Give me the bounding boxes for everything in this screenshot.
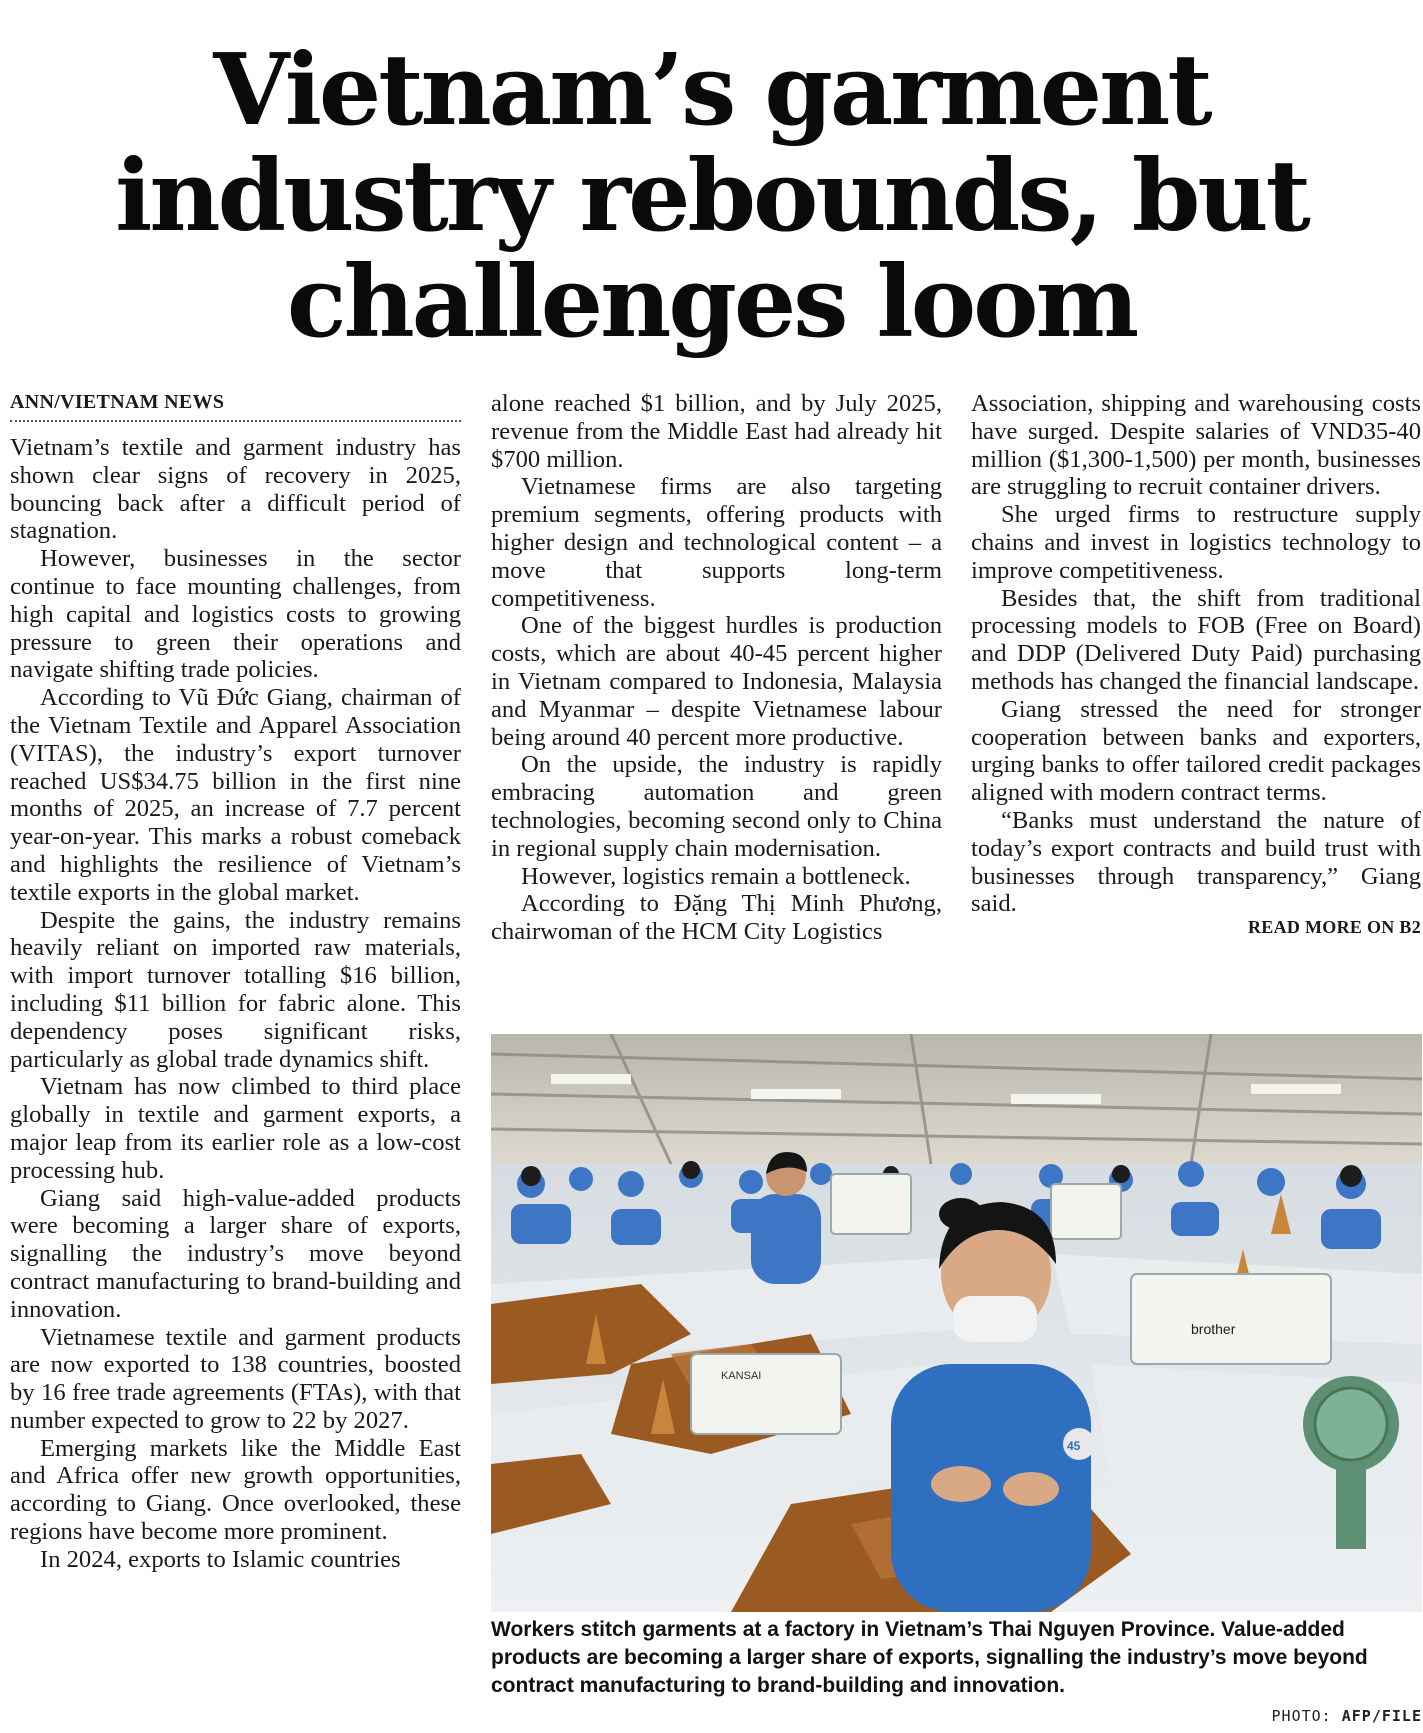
photo-credit-prefix: PHOTO: [1271,1707,1342,1725]
article-paragraph: Vietnamese firms are also targeting premium segments, offering products with higher design and technological content – a move that supports long-term competitiveness. [491,473,942,612]
article-paragraph: Vietnamese textile and garment products are now exported to 138 countries, boosted by 16 free trade agreements (FTAs), with that number expected to grow to 22 by 2027. [10,1323,461,1434]
article-column-1 [10,390,461,1574]
article-paragraph: In 2024, exports to Islamic countries [40,1545,401,1573]
article-paragraph: One of the biggest hurdles is production costs, which are about 40-45 percent higher in Vietnam compared to Indonesia, Malaysia and Myanmar – despite Vietnamese labour being around 40 percent more productive. [491,612,942,751]
article-paragraph: According to Vũ Đức Giang, chairman of the Vietnam Textile and Apparel Association (VITAS), the industry’s export turnover reached US$34.75 billion in the first nine months of 2025, an increase of 7.7 percent year-on-year. This marks a robust comeback and highlights the resilience of Vietnam’s textile exports in the global market. [10,684,461,906]
machine-brand-label: brother [1191,1321,1236,1337]
headline [0,33,1423,360]
article-paragraph: Despite the gains, the industry remains heavily reliant on imported raw materials, with import turnover totalling $16 billion, including $11 billion for fabric alone. This dependency poses significant risks, particularly as global trade dynamics shift. [10,906,461,1073]
article-paragraph: Giang stressed the need for stronger cooperation between banks and exporters, urging banks to offer tailored credit packages aligned with modern contract terms. [971,695,1421,807]
photo-credit-source: AFP/FILE [1341,1707,1422,1725]
article-paragraph: Association, shipping and warehousing costs have surged. Despite salaries of VND35-40 million ($1,300-1,500) per month, businesses are struggling to recruit container drivers. [971,390,1421,501]
headline-line-3: challenges loom [286,245,1137,360]
article-paragraph: On the upside, the industry is rapidly embracing automation and green technologies, becoming second only to China in regional supply chain modernisation. [491,751,942,862]
shirt-badge: 45 [1067,1439,1081,1453]
article-paragraph: Besides that, the shift from traditional processing models to FOB (Free on Board) and DDP (Delivered Duty Paid) purchasing methods has changed the financial landscape. [971,584,1421,695]
article-column-2 [491,390,942,946]
article-paragraph: alone reached $1 billion, and by July 2025, revenue from the Middle East had already hit $700 million. [491,390,942,473]
headline-line-2: industry rebounds, but [115,139,1308,254]
article-paragraph: However, businesses in the sector continue to face mounting challenges, from high capital and logistics costs to growing pressure to green their operations and navigate shifting trade policies. [10,545,461,684]
factory-photo [491,1034,1422,1612]
photo-caption: Workers stitch garments at a factory in Vietnam’s Thai Nguyen Province. Value-added products are becoming a larger share of exports, signalling the industry’s move beyond contract manufacturing to brand-building and innovation. [491,1618,1368,1697]
article-paragraph: Vietnam’s textile and garment industry has shown clear signs of recovery in 2025, bouncing back after a difficult period of stagnation. [10,434,461,545]
article-column-3 [971,390,1421,942]
article-paragraph: “Banks must understand the nature of today’s export contracts and build trust with businesses through transparency,” Giang said. [971,806,1421,918]
read-more-link[interactable]: READ MORE ON B2 [1247,917,1421,938]
photo-credit [1272,1707,1422,1725]
article-paragraph: Giang said high-value-added products were becoming a larger share of exports, signalling the industry’s move beyond contract manufacturing to brand-building and innovation. [10,1184,461,1323]
byline: ANN/VIETNAM NEWS [10,390,461,422]
machine-label: KANSAI [721,1370,762,1382]
article-paragraph: However, logistics remain a bottleneck. [521,862,911,890]
article-paragraph: According to Đặng Thị Minh Phương, chairwoman of the HCM City Logistics [491,890,942,946]
article-paragraph: Emerging markets like the Middle East and Africa offer new growth opportunities, according to Giang. Once overlooked, these regions have become more prominent. [10,1434,461,1546]
article-paragraph: She urged firms to restructure supply chains and invest in logistics technology to improve competitiveness. [971,501,1421,584]
article-paragraph: Vietnam has now climbed to third place globally in textile and garment exports, a major leap from its earlier role as a low-cost processing hub. [10,1073,461,1184]
headline-line-1: Vietnam’s garment [213,33,1210,148]
